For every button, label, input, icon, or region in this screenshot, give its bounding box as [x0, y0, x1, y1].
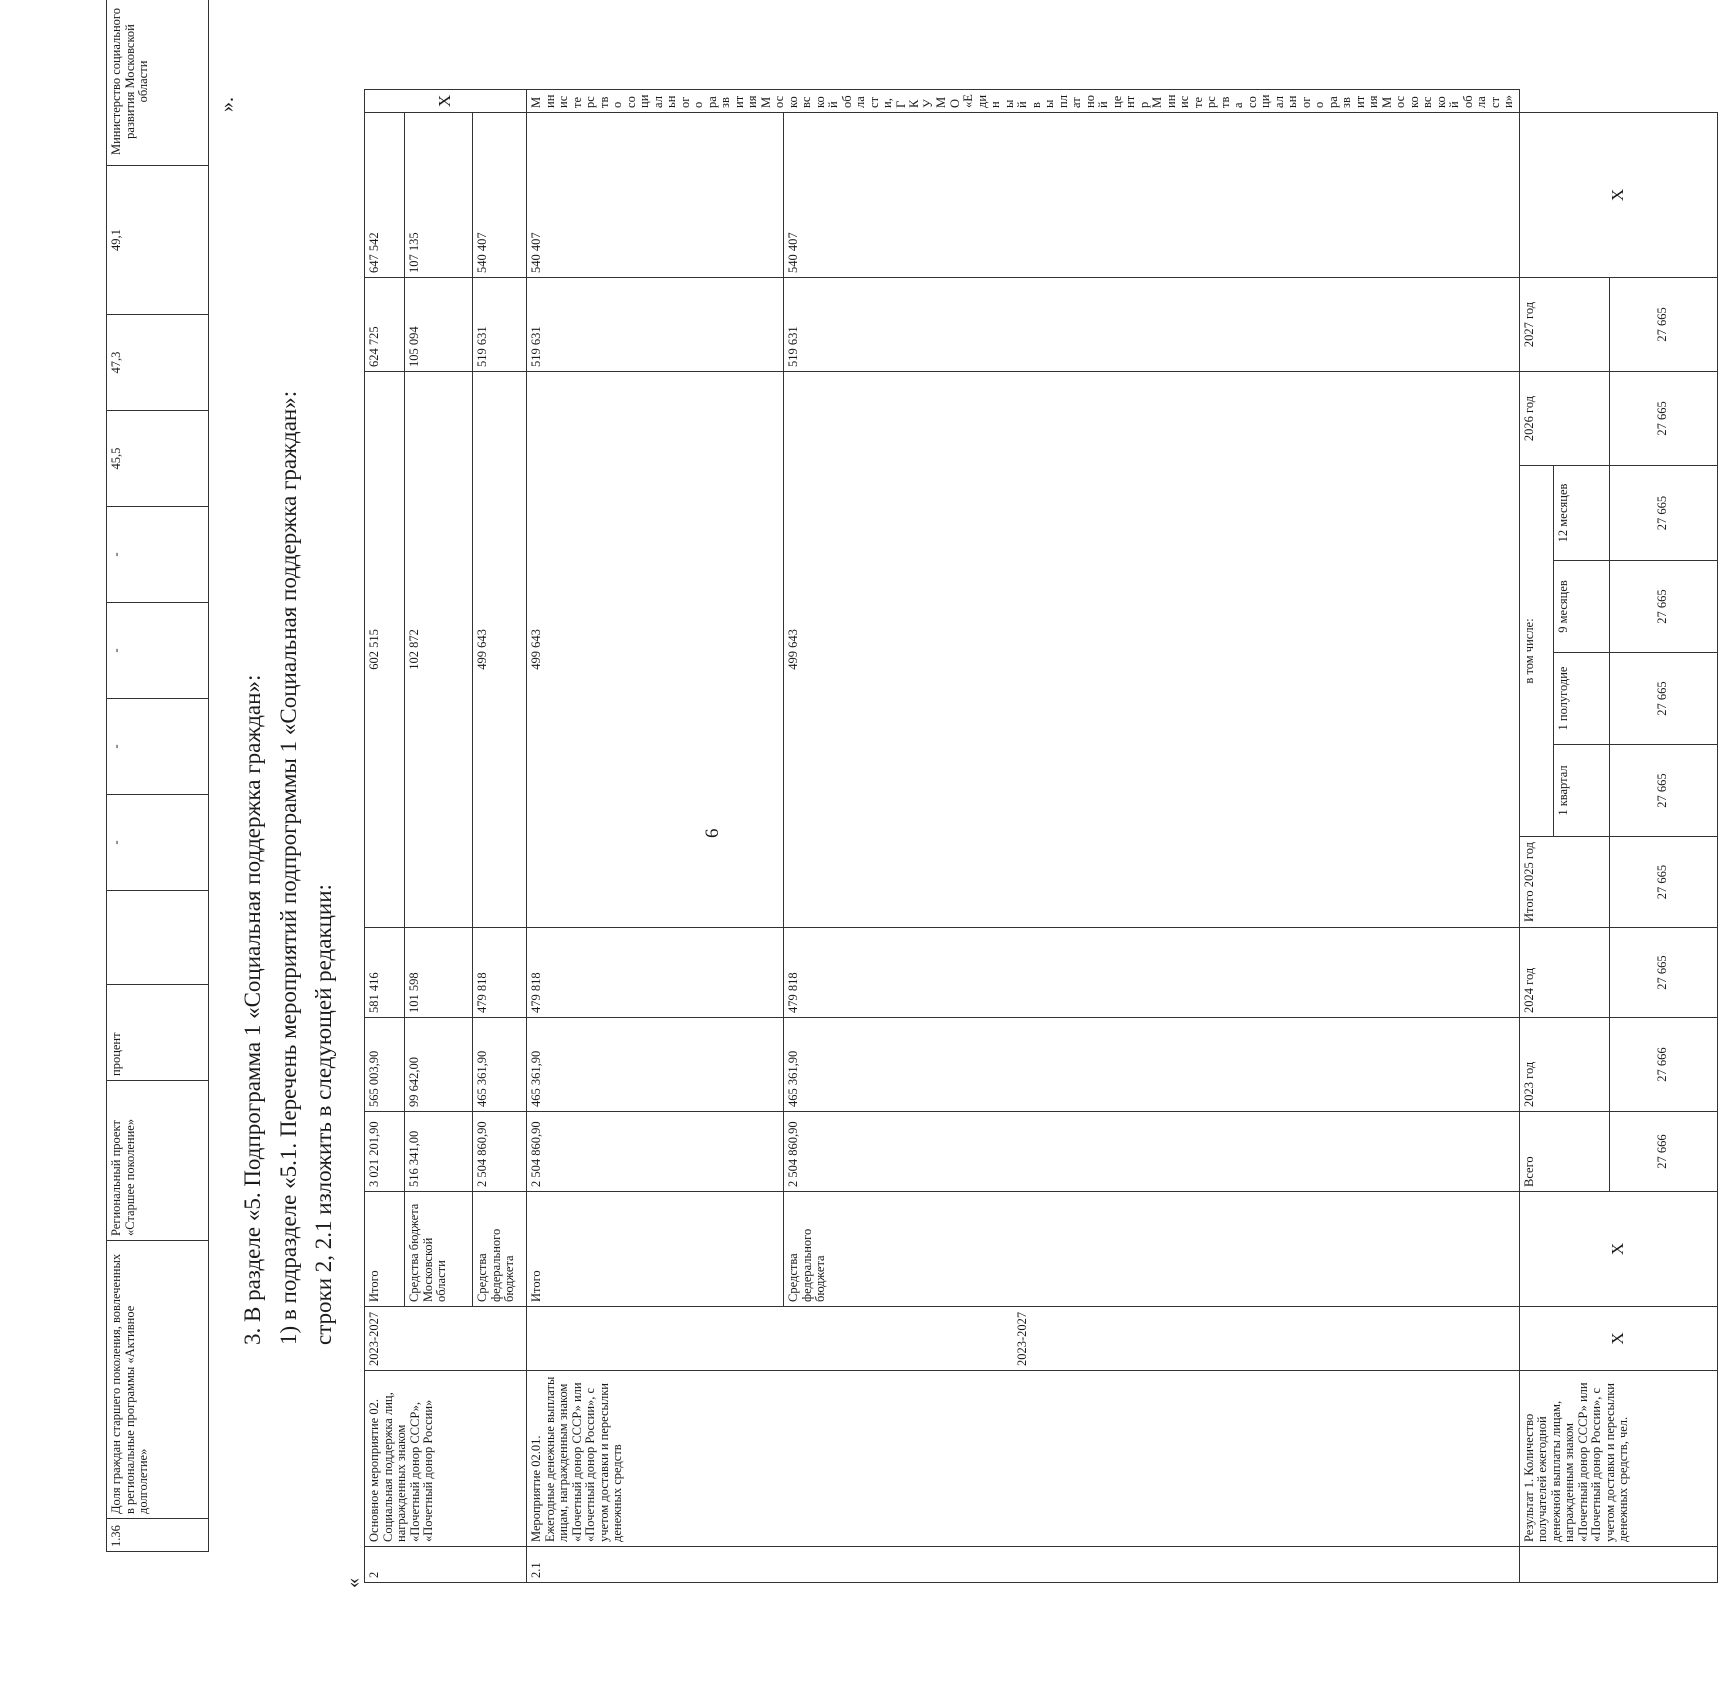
value-2026: 27 665 [1609, 371, 1717, 465]
activity-name: Мероприятие 02.01. Ежегодные денежные выплаты лицам, награжденным знаком «Почетный донор СССР» или «Почетный донор России», с учетом доставки и пересылки денежных средств [527, 1371, 1520, 1547]
indicator-row-1-36 [107, 0, 209, 1552]
amount-2023: 99 642,00 [405, 1018, 473, 1112]
responsible-cell: Министерство социального развития Московской области, ГКУ МО «Единый выплатной центр Министерства социального развития Московской области» [527, 90, 1520, 113]
funding-source: Средства бюджета Московской области [405, 1192, 473, 1307]
amount-2027: 647 542 [365, 112, 405, 277]
page-number: 6 [702, 828, 723, 838]
amount-2024: 479 818 [784, 928, 1519, 1018]
header-2023: 2023 год [1519, 1018, 1609, 1112]
row-2-1-total [527, 90, 784, 1583]
amount-total: 3 021 201,90 [365, 1112, 405, 1192]
value-total: 27 666 [1609, 1112, 1717, 1192]
header-9m: 9 месяцев [1553, 561, 1609, 653]
header-2027: 2027 год [1519, 277, 1609, 371]
header-q1: 1 квартал [1553, 745, 1609, 837]
amount-2023: 465 361,90 [527, 1018, 784, 1112]
result-responsible: X [1519, 112, 1717, 277]
amount-2025: 499 643 [473, 371, 527, 927]
value-9m: 27 665 [1609, 561, 1717, 653]
activity-name: Основное мероприятие 02. Социальная поддержка лиц, награжденных знаком «Почетный донор СССР», «Почетный донор России» [365, 1371, 527, 1547]
amount-2023: 465 361,90 [784, 1018, 1519, 1112]
amount-2026: 519 631 [527, 277, 784, 371]
responsible-cell: X [365, 90, 527, 113]
result-name: Результат 1. Количество получателей ежегодной денежной выплаты лицам, награжденным знаком «Почетный донор СССР» или «Почетный донор России», с учетом доставки и пересылки денежных средств, чел. [1519, 1371, 1717, 1547]
indicator-unit: процент [107, 985, 209, 1081]
amount-2024: 101 598 [405, 928, 473, 1018]
activity-period: 2023-2027 [365, 1307, 527, 1371]
indicator-value: - [107, 699, 209, 795]
funding-source: Средства федерального бюджета [784, 1192, 1519, 1307]
amount-2023: 565 003,90 [365, 1018, 405, 1112]
activities-table [364, 89, 1718, 1583]
amount-2024: 479 818 [527, 928, 784, 1018]
amount-2025: 499 643 [527, 371, 784, 927]
header-2025-total: Итого 2025 год [1519, 837, 1609, 928]
value-12m: 27 665 [1609, 466, 1717, 561]
result-period: X [1519, 1307, 1717, 1371]
row-number: 2 [365, 1547, 527, 1583]
row-number: 1.36 [107, 1519, 209, 1552]
header-12m: 12 месяцев [1553, 466, 1609, 561]
amount-total: 2 504 860,90 [784, 1112, 1519, 1192]
amount-2026: 105 094 [405, 277, 473, 371]
amount-2027: 540 407 [527, 112, 784, 277]
result-header-row [1519, 90, 1553, 1583]
indicator-base [107, 891, 209, 985]
value-h1: 27 665 [1609, 653, 1717, 745]
amount-2025: 499 643 [784, 371, 1519, 927]
section-3-heading: 3. В разделе «5. Подпрограмма 1 «Социальная поддержка граждан»: [240, 674, 265, 1345]
amount-2026: 624 725 [365, 277, 405, 371]
amount-2026: 519 631 [473, 277, 527, 371]
header-2024: 2024 год [1519, 928, 1609, 1018]
amount-total: 2 504 860,90 [527, 1112, 784, 1192]
value-q1: 27 665 [1609, 745, 1717, 837]
amount-total: 516 341,00 [405, 1112, 473, 1192]
value-2025-total: 27 665 [1609, 837, 1717, 928]
opening-quote: « [342, 1578, 364, 1588]
amount-2025: 102 872 [405, 371, 473, 927]
amount-2024: 479 818 [473, 928, 527, 1018]
funding-source: Итого [365, 1192, 405, 1307]
row-number: 2.1 [527, 1547, 1520, 1583]
amount-2027: 107 135 [405, 112, 473, 277]
indicator-responsible: Министерство социального развития Московской области [107, 0, 209, 166]
indicator-value: - [107, 507, 209, 603]
row-2-total [365, 90, 405, 1583]
activities-table-container [364, 89, 1718, 1583]
indicator-project: Региональный проект «Старшее поколение» [107, 1081, 209, 1241]
indicator-table [106, 0, 209, 1552]
item-1-continuation: строки 2, 2.1 изложить в следующей редакции: [311, 884, 336, 1345]
row-number-empty [1519, 1547, 1717, 1583]
indicator-value: 47,3 [107, 315, 209, 411]
activity-period: 2023-2027 [527, 1307, 1520, 1371]
indicator-value: 45,5 [107, 411, 209, 507]
result-source: X [1519, 1192, 1717, 1307]
amount-2026: 519 631 [784, 277, 1519, 371]
amount-2025: 602 515 [365, 371, 405, 927]
funding-source: Итого [527, 1192, 784, 1307]
indicator-value: - [107, 603, 209, 699]
indicator-table-container [106, 0, 209, 1552]
amount-2024: 581 416 [365, 928, 405, 1018]
value-2023: 27 666 [1609, 1018, 1717, 1112]
header-h1: 1 полугодие [1553, 653, 1609, 745]
item-1-heading: 1) в подразделе «5.1. Перечень мероприятий подпрограммы 1 «Социальная поддержка граждан»: [276, 390, 301, 1345]
value-2024: 27 665 [1609, 928, 1717, 1018]
amount-total: 2 504 860,90 [473, 1112, 527, 1192]
indicator-name: Доля граждан старшего поколения, вовлеченных в региональные программы «Активное долголетие» [107, 1241, 209, 1519]
header-total: Всего [1519, 1112, 1609, 1192]
indicator-value: - [107, 795, 209, 891]
closing-quote: ». [216, 97, 238, 112]
amount-2023: 465 361,90 [473, 1018, 527, 1112]
header-2026: 2026 год [1519, 371, 1609, 465]
amount-2027: 540 407 [784, 112, 1519, 277]
funding-source: Средства федерального бюджета [473, 1192, 527, 1307]
amount-2027: 540 407 [473, 112, 527, 277]
header-including: в том числе: [1519, 466, 1553, 837]
value-2027: 27 665 [1609, 277, 1717, 371]
indicator-value: 49,1 [107, 166, 209, 315]
